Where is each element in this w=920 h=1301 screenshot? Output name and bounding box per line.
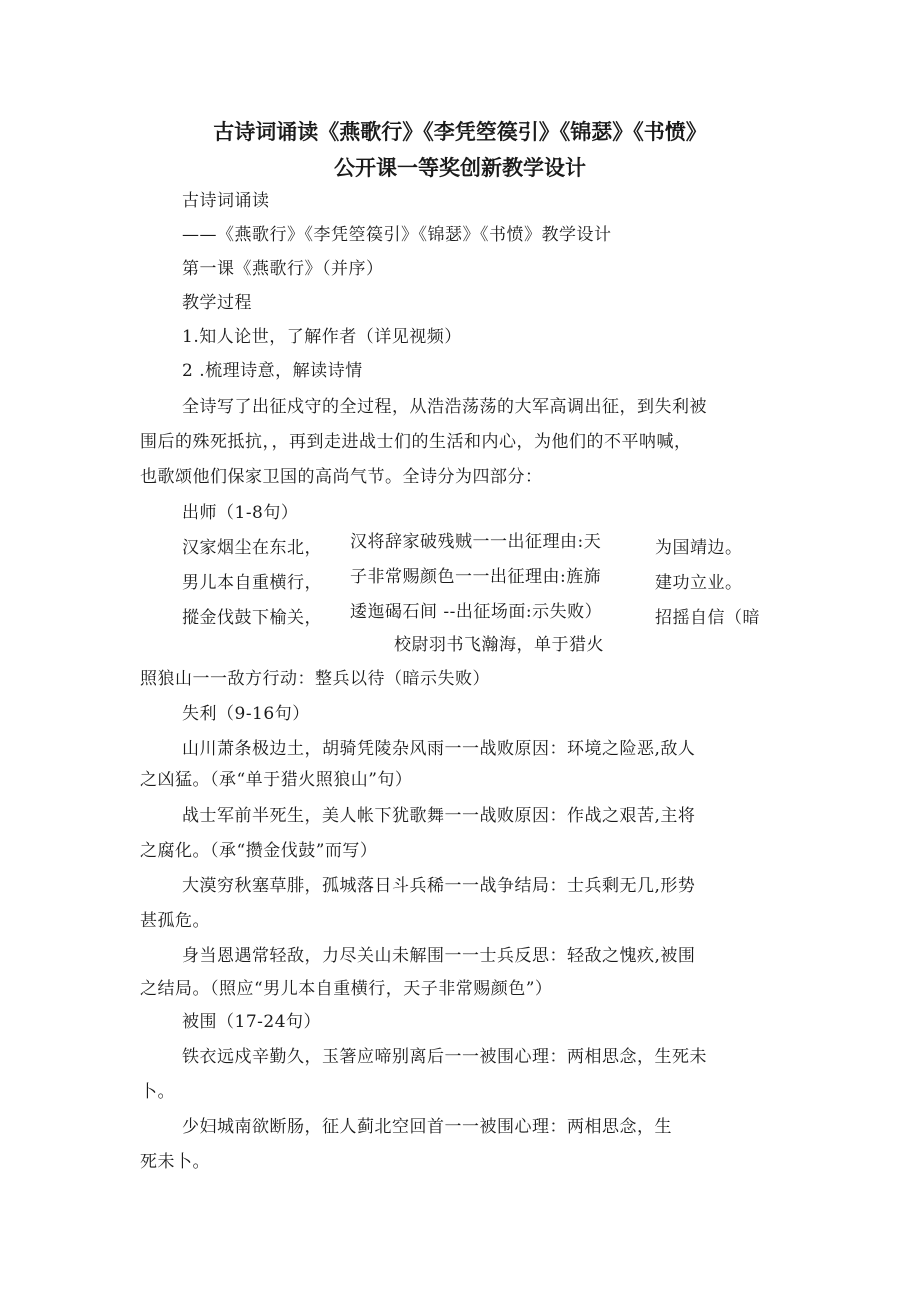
subheading: ——《燕歌行》《李凭箜篌引》《锦瑟》《书愤》教学设计 [182, 225, 612, 245]
section-2-p1-line1: 山川萧条极边土，胡骑凭陵杂风雨一一战败原因：环境之险恶,敌人 [182, 739, 696, 759]
section-1-right-2: 建功立业。 [655, 573, 743, 593]
section-1-mid-3: 逶迤碣石间 --出征场面:示失败） [350, 602, 603, 622]
section-2-p1-line2: 之凶猛。（承“单于猎火照狼山”句） [140, 770, 413, 790]
intro-line-3: 也歌颂他们保家卫国的高尚气节。全诗分为四部分： [140, 467, 543, 487]
intro-line-2: 围后的殊死抵抗，，再到走进战士们的生活和内心，为他们的不平呐喊， [140, 432, 692, 452]
section-2-p4-line2: 之结局。（照应“男儿本自重横行，天子非常赐颜色”） [140, 979, 553, 999]
section-1-left-2: 男儿本自重横行， [182, 573, 322, 593]
section-1-left-3: 摐金伐鼓下榆关， [182, 608, 322, 628]
intro-line-1: 全诗写了出征戍守的全过程，从浩浩荡荡的大军高调出征，到失利被 [182, 397, 707, 417]
section-1-left-1: 汉家烟尘在东北， [182, 538, 322, 558]
lesson-title: 第一课《燕歌行》（并序） [182, 259, 384, 279]
section-1-title: 出师（1-8句） [182, 503, 299, 523]
section-1-mid-tail: 校尉羽书飞瀚海，单于猎火 [394, 635, 604, 655]
section-2-p4-line1: 身当恩遇常轻敌，力尽关山未解围一一士兵反思：轻敌之愧疚,被围 [182, 946, 696, 966]
document-title-line1: 古诗词诵读《燕歌行》《李凭箜篌引》《锦瑟》《书愤》 [213, 120, 707, 144]
heading: 古诗词诵读 [182, 191, 270, 211]
process-heading: 教学过程 [182, 293, 252, 313]
step-2: 2 .梳理诗意，解读诗情 [182, 361, 363, 381]
step-1: 1.知人论世，了解作者（详见视频） [182, 327, 462, 347]
section-3-p1-line2: 卜。 [140, 1082, 175, 1102]
section-3-p2-line2: 死未卜。 [140, 1152, 210, 1172]
section-2-title: 失利（9-16句） [182, 704, 310, 724]
section-1-mid-1: 汉将辞家破残贼一一出征理由:天 [350, 532, 602, 552]
section-3-title: 被围（17-24句） [182, 1012, 322, 1032]
section-2-p3-line2: 甚孤危。 [140, 911, 210, 931]
section-1-right-3: 招摇自信（暗 [655, 608, 760, 628]
section-3-p1-line1: 铁衣远戍辛勤久，玉箸应啼别离后一一被围心理：两相思念，生死未 [182, 1047, 707, 1067]
section-1-last-line: 照狼山一一敌方行动：整兵以待（暗示失败） [140, 669, 490, 689]
section-1-right-1: 为国靖边。 [655, 538, 743, 558]
section-1-mid-2: 子非常赐颜色一一出征理由:旌旆 [350, 567, 602, 587]
section-2-p2-line1: 战士军前半死生，美人帐下犹歌舞一一战败原因：作战之艰苦,主将 [182, 806, 696, 826]
section-2-p3-line1: 大漠穷秋塞草腓，孤城落日斗兵稀一一战争结局：士兵剩无几,形势 [182, 876, 696, 896]
document-title-line2: 公开课一等奖创新教学设计 [334, 156, 586, 180]
section-2-p2-line2: 之腐化。（承“攒金伐鼓”而写） [140, 841, 378, 861]
section-3-p2-line1: 少妇城南欲断肠，征人蓟北空回首一一被围心理：两相思念，生 [182, 1117, 672, 1137]
